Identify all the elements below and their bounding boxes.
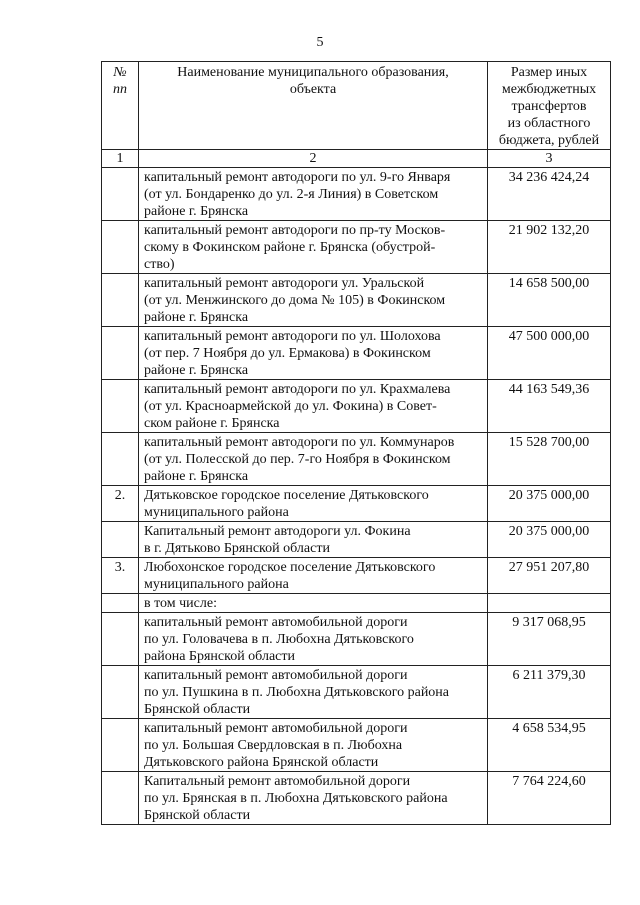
table-row	[102, 772, 611, 825]
column-index-1: 1	[102, 150, 139, 168]
row-object-name: капитальный ремонт автодороги по ул. Крахмалева (от ул. Красноармейской до ул. Фокина) в Совет- ском районе г. Брянска	[139, 380, 488, 433]
row-number	[102, 666, 139, 719]
table-row	[102, 274, 611, 327]
row-transfer-amount: 4 658 534,95	[488, 719, 611, 772]
row-number: 3.	[102, 558, 139, 594]
row-transfer-amount: 9 317 068,95	[488, 613, 611, 666]
column-index-2: 2	[139, 150, 488, 168]
row-transfer-amount: 47 500 000,00	[488, 327, 611, 380]
row-object-name: Капитальный ремонт автодороги ул. Фокина в г. Дятьково Брянской области	[139, 522, 488, 558]
row-transfer-amount: 6 211 379,30	[488, 666, 611, 719]
table-header-row	[102, 62, 611, 150]
row-transfer-amount: 14 658 500,00	[488, 274, 611, 327]
row-transfer-amount: 20 375 000,00	[488, 486, 611, 522]
column-index-row	[102, 150, 611, 168]
row-object-name: капитальный ремонт автодороги по пр-ту Москов- скому в Фокинском районе г. Брянска (обустрой- ство)	[139, 221, 488, 274]
table-row	[102, 719, 611, 772]
table-row	[102, 558, 611, 594]
table-row	[102, 486, 611, 522]
row-number	[102, 613, 139, 666]
row-object-name: капитальный ремонт автодороги по ул. Коммунаров (от ул. Полесской до пер. 7-го Ноября в Фокинском районе г. Брянска	[139, 433, 488, 486]
row-transfer-amount: 27 951 207,80	[488, 558, 611, 594]
row-number	[102, 274, 139, 327]
row-transfer-amount: 7 764 224,60	[488, 772, 611, 825]
row-object-name: Любохонское городское поселение Дятьковского муниципального района	[139, 558, 488, 594]
row-object-name: капитальный ремонт автодороги ул. Уральской (от ул. Менжинского до дома № 105) в Фокинском районе г. Брянска	[139, 274, 488, 327]
column-header-amount: Размер иных межбюджетных трансфертов из областного бюджета, рублей	[488, 62, 611, 150]
column-header-number: № пп	[102, 62, 139, 150]
row-object-name: Дятьковское городское поселение Дятьковского муниципального района	[139, 486, 488, 522]
table-row	[102, 380, 611, 433]
row-object-name: в том числе:	[139, 594, 488, 613]
row-object-name: Капитальный ремонт автомобильной дороги по ул. Брянская в п. Любохна Дятьковского района Брянской области	[139, 772, 488, 825]
row-object-name: капитальный ремонт автомобильной дороги по ул. Пушкина в п. Любохна Дятьковского района Брянской области	[139, 666, 488, 719]
row-object-name: капитальный ремонт автодороги по ул. Шолохова (от пер. 7 Ноября до ул. Ермакова) в Фокинском районе г. Брянска	[139, 327, 488, 380]
row-transfer-amount: 20 375 000,00	[488, 522, 611, 558]
row-object-name: капитальный ремонт автодороги по ул. 9-го Января (от ул. Бондаренко до ул. 2-я Линия) в Советском районе г. Брянска	[139, 168, 488, 221]
row-transfer-amount: 15 528 700,00	[488, 433, 611, 486]
row-transfer-amount: 44 163 549,36	[488, 380, 611, 433]
row-number	[102, 380, 139, 433]
row-number	[102, 221, 139, 274]
column-index-3: 3	[488, 150, 611, 168]
table-row	[102, 221, 611, 274]
row-number	[102, 327, 139, 380]
table-body	[102, 168, 611, 825]
row-number	[102, 594, 139, 613]
table-row	[102, 433, 611, 486]
row-transfer-amount: 34 236 424,24	[488, 168, 611, 221]
table-row	[102, 594, 611, 613]
column-header-name: Наименование муниципального образования, объекта	[139, 62, 488, 150]
table-row	[102, 666, 611, 719]
row-transfer-amount: 21 902 132,20	[488, 221, 611, 274]
transfers-table	[101, 61, 611, 825]
table-row	[102, 613, 611, 666]
row-number	[102, 433, 139, 486]
row-number	[102, 772, 139, 825]
page-number: 5	[316, 35, 324, 50]
row-number: 2.	[102, 486, 139, 522]
row-number	[102, 719, 139, 772]
row-object-name: капитальный ремонт автомобильной дороги по ул. Большая Свердловская в п. Любохна Дятьковского района Брянской области	[139, 719, 488, 772]
row-number	[102, 168, 139, 221]
table-row	[102, 522, 611, 558]
table-row	[102, 168, 611, 221]
row-transfer-amount	[488, 594, 611, 613]
table-row	[102, 327, 611, 380]
row-object-name: капитальный ремонт автомобильной дороги по ул. Головачева в п. Любохна Дятьковского района Брянской области	[139, 613, 488, 666]
row-number	[102, 522, 139, 558]
